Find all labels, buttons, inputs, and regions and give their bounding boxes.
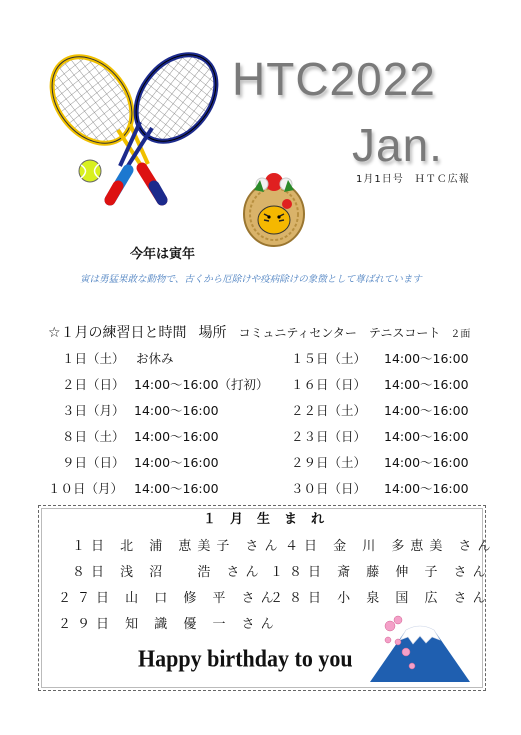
schedule-time-text: 14:00〜16:00	[384, 455, 469, 470]
schedule-time	[134, 375, 269, 393]
schedule-time	[134, 427, 219, 445]
zodiac-title: 今年は寅年	[130, 247, 196, 262]
issue-label: 1月1日号 ＨＴＣ広報	[356, 174, 470, 185]
birthday-entry: ２９日 知 識 優 一 さん	[58, 617, 280, 632]
schedule-row	[62, 401, 125, 419]
page-subtitle: Jan.	[352, 119, 443, 171]
schedule-date: ２２日（土）	[291, 403, 367, 418]
birthday-entry: ４日 金 川 多恵美 さん	[285, 539, 497, 554]
schedule-time-text: 14:00〜16:00（打初）	[134, 377, 269, 392]
schedule-row	[62, 349, 125, 367]
birthday-entry: ２７日 山 口 修 平 さん	[58, 591, 280, 606]
practice-title: ☆１月の練習日と時間	[48, 325, 187, 341]
birthday-entry: １日 北 浦 恵美子 さん	[72, 539, 284, 554]
schedule-time	[136, 349, 174, 367]
new-year-tiger-ornament-icon	[240, 168, 308, 248]
schedule-row	[291, 349, 366, 367]
schedule-time-text: 14:00〜16:00	[134, 481, 219, 496]
schedule-row	[291, 427, 366, 445]
schedule-date: ３日（月）	[62, 403, 125, 418]
schedule-time-text: 14:00〜16:00	[384, 403, 469, 418]
mount-fuji-icon	[368, 612, 472, 684]
schedule-date: ９日（日）	[62, 455, 125, 470]
schedule-date: １６日（日）	[291, 377, 367, 392]
schedule-date: １日（土）	[62, 351, 125, 366]
birthday-entry: １８日 斎 藤 伸 子 さん	[270, 565, 492, 580]
schedule-row	[291, 401, 366, 419]
schedule-time	[384, 401, 469, 419]
schedule-time	[384, 427, 469, 445]
schedule-date: ２９日（土）	[291, 455, 367, 470]
schedule-time-text: 14:00〜16:00	[384, 429, 469, 444]
schedule-time-text: 14:00〜16:00	[384, 377, 469, 392]
schedule-date: ２３日（日）	[291, 429, 367, 444]
practice-heading	[48, 322, 470, 342]
schedule-date: ８日（土）	[62, 429, 125, 444]
place-label: 場所	[198, 325, 227, 341]
schedule-time	[134, 479, 219, 497]
zodiac-description: 寅は勇猛果敢な動物で、古くから厄除けや疫病除けの象徴として尊ばれています	[80, 274, 422, 285]
court-count: ２面	[450, 329, 471, 340]
schedule-date: １０日（月）	[48, 481, 124, 496]
schedule-row	[291, 479, 366, 497]
schedule-row	[291, 375, 366, 393]
schedule-date: ３０日（日）	[291, 481, 367, 496]
page-title: HTC2022	[232, 53, 436, 105]
schedule-time-text: 14:00〜16:00	[134, 403, 219, 418]
schedule-time-text: 14:00〜16:00	[134, 455, 219, 470]
birthday-entry: ８日 浅 沼 浩 さん	[72, 565, 265, 580]
tennis-ball-icon	[77, 158, 103, 184]
birthday-title: １月生まれ	[202, 512, 338, 527]
schedule-date: １５日（土）	[291, 351, 367, 366]
schedule-row	[62, 375, 125, 393]
schedule-time-text: 14:00〜16:00	[384, 481, 469, 496]
schedule-time-text: 14:00〜16:00	[134, 429, 219, 444]
schedule-time	[134, 453, 219, 471]
schedule-row	[62, 453, 125, 471]
schedule-time-text: 14:00〜16:00	[384, 351, 469, 366]
place-value: コミュニティセンター テニスコート	[238, 326, 441, 340]
schedule-time	[384, 453, 469, 471]
schedule-row	[291, 453, 366, 471]
schedule-row	[62, 427, 125, 445]
birthday-entry: ２８日 小 泉 国 広 さん	[270, 591, 492, 606]
schedule-time	[134, 401, 219, 419]
schedule-date: ２日（日）	[62, 377, 125, 392]
schedule-time	[384, 479, 469, 497]
schedule-time	[384, 375, 469, 393]
birthday-message: Happy birthday to you	[138, 644, 353, 673]
schedule-time	[384, 349, 469, 367]
schedule-row	[48, 479, 123, 497]
schedule-time-text: お休み	[136, 351, 174, 366]
tennis-rackets-icon	[44, 48, 224, 213]
